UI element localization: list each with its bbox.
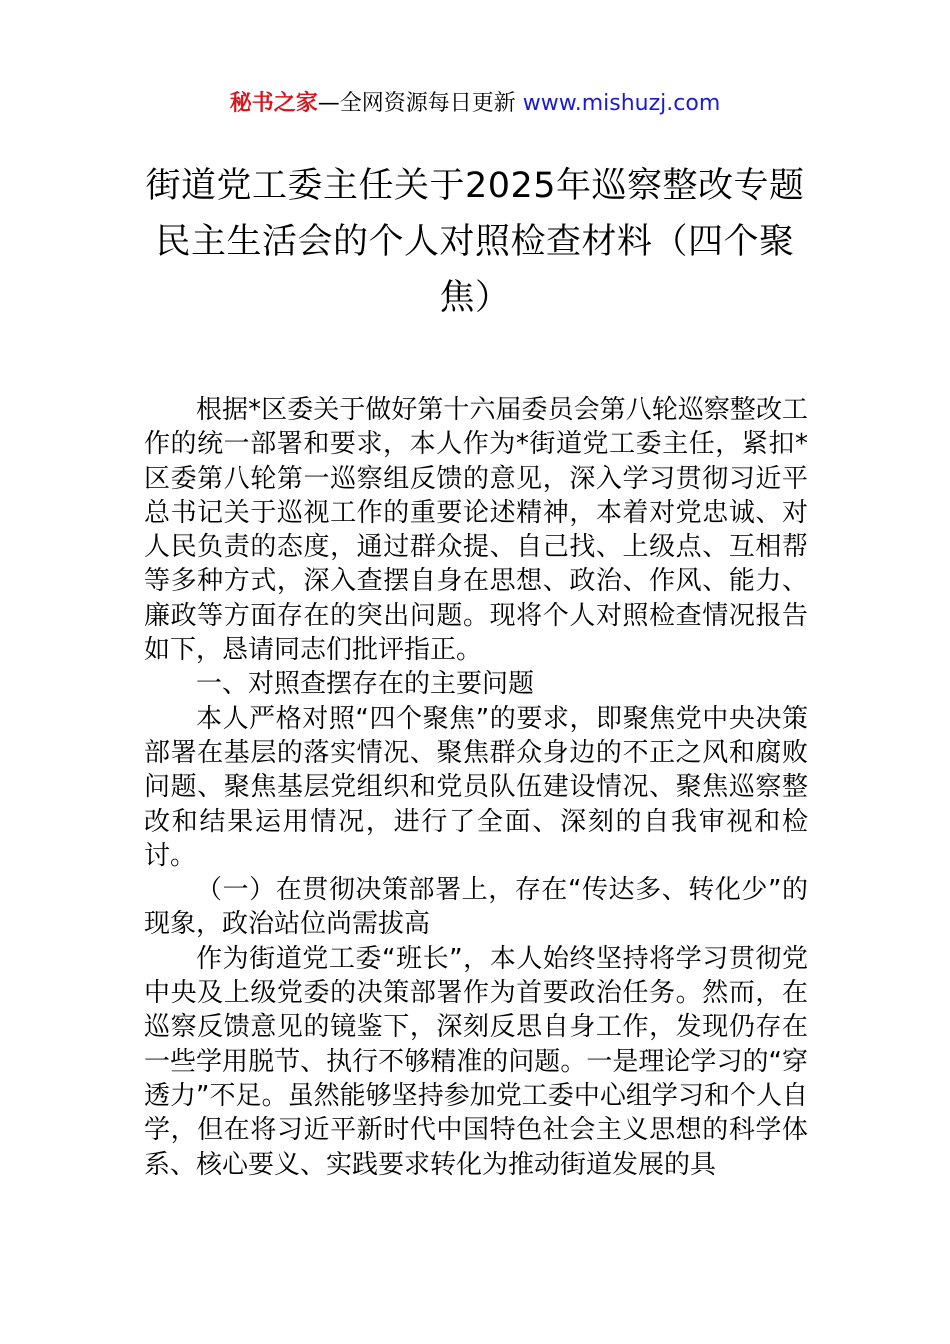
section-heading-1: 一、对照查摆存在的主要问题 — [196, 669, 535, 700]
document-body — [144, 393, 808, 1182]
site-url-link[interactable]: www.mishuzj.com — [522, 91, 721, 116]
document-title: 街道党工委主任关于2025年巡察整改专题民主生活会的个人对照检查材料（四个聚焦） — [145, 166, 805, 318]
paragraph-intro: 根据*区委关于做好第十六届委员会第八轮巡察整改工作的统一部署和要求，本人作为*街道党工委主任，紧扣*区委第八轮第一巡察组反馈的意见，深入学习贯彻习近平总书记关于巡视工作的重要论述精神，本着对党忠诚、对人民负责的态度，通过群众提、自己找、上级点、互相帮等多种方式，深入查摆自身在思想、政治、作风、能力、廉政等方面存在的突出问题。现将个人对照检查情况报告如下，恳请同志们批评指正。 — [144, 395, 808, 666]
header-tagline: —全网资源每日更新 — [317, 91, 516, 116]
paragraph-detail: 作为街道党工委“班长”，本人始终坚持将学习贯彻党中央及上级党委的决策部署作为首要政治任务。然而，在巡察反馈意见的镜鉴下，深刻反思自身工作，发现仍存在一些学用脱节、执行不够精准的问题。一是理论学习的“穿透力”不足。虽然能够坚持参加党工委中心组学习和个人自学，但在将习近平新时代中国特色社会主义思想的科学体系、核心要义、实践要求转化为推动街道发展的具 — [144, 943, 808, 1180]
brand-name: 秘书之家 — [229, 91, 318, 116]
paragraph-focus: 本人严格对照“四个聚焦”的要求，即聚焦党中央决策部署在基层的落实情况、聚焦群众身边的不正之风和腐败问题、聚焦基层党组织和党员队伍建设情况、聚焦巡察整改和结果运用情况，进行了全面、深刻的自我审视和检讨。 — [144, 703, 808, 871]
site-header — [0, 86, 950, 122]
subsection-heading-1: （一）在贯彻决策部署上，存在“传达多、转化少”的现象，政治站位尚需拔高 — [144, 875, 808, 940]
